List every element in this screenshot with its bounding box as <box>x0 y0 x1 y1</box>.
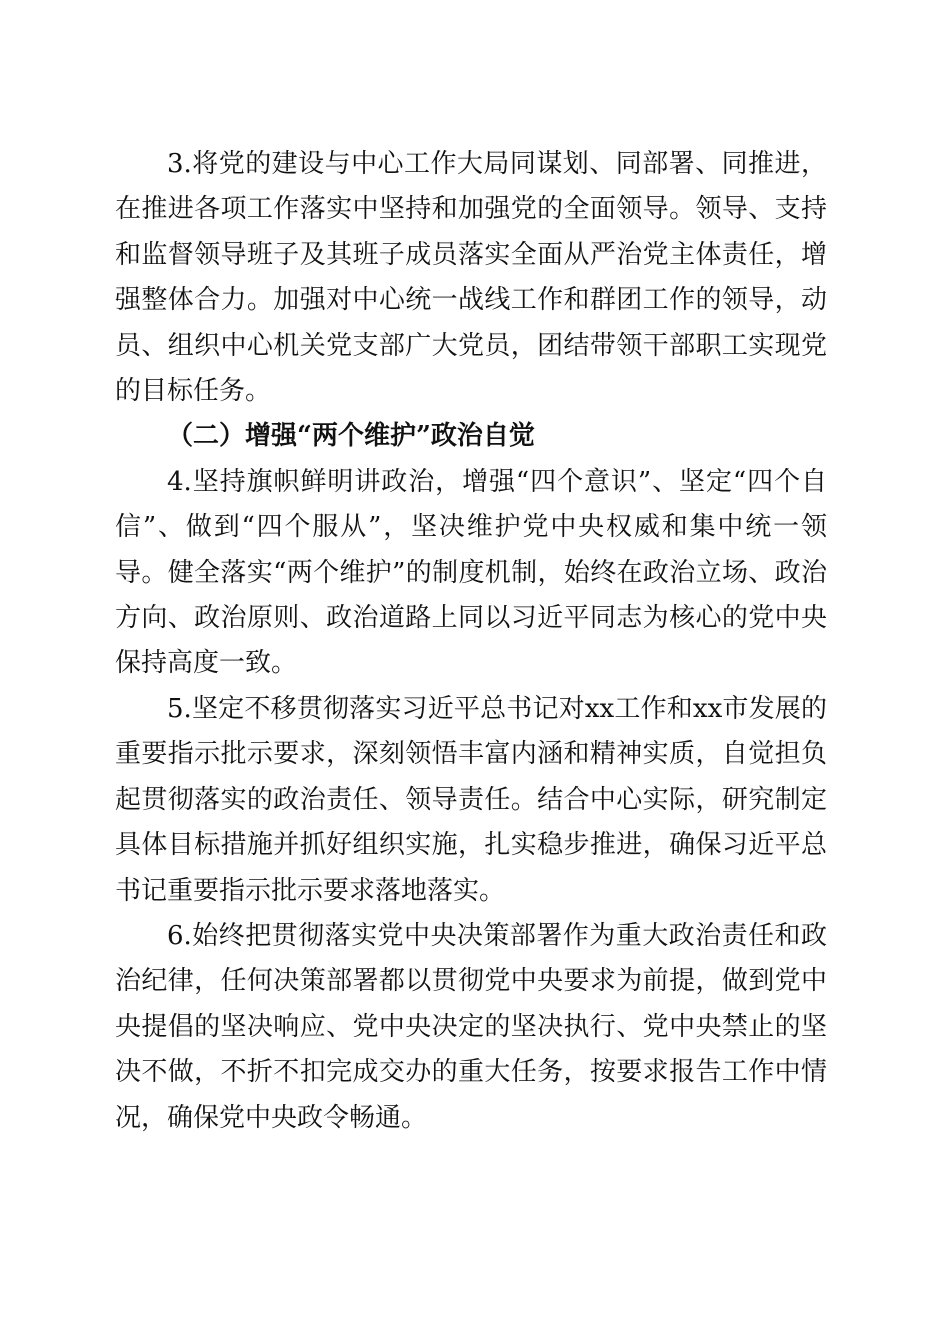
paragraph-item-6: 6.始终把贯彻落实党中央决策部署作为重大政治责任和政治纪律，任何决策部署都以贯彻党中央要求为前提，做到党中央提倡的坚决响应、党中央决定的坚决执行、党中央禁止的坚决不做，不折不扣完成交办的重大任务，按要求报告工作中情况，确保党中央政令畅通。 <box>115 920 827 1133</box>
paragraph-item-5: 5.坚定不移贯彻落实习近平总书记对xx工作和xx市发展的重要指示批示要求，深刻领悟丰富内涵和精神实质，自觉担负起贯彻落实的政治责任、领导责任。结合中心实际，研究制定具体目标措施并抓好组织实施，扎实稳步推进，确保习近平总书记重要指示批示要求落地落实。 <box>115 693 827 906</box>
paragraph-item-3: 3.将党的建设与中心工作大局同谋划、同部署、同推进，在推进各项工作落实中坚持和加强党的全面领导。领导、支持和监督领导班子及其班子成员落实全面从严治党主体责任，增强整体合力。加强对中心统一战线工作和群团工作的领导，动员、组织中心机关党支部广大党员，团结带领干部职工实现党的目标任务。 <box>115 149 827 407</box>
document-body <box>115 142 827 1141</box>
paragraph-item-4: 4.坚持旗帜鲜明讲政治，增强“四个意识”、坚定“四个自信”、做到“四个服从”，坚决维护党中央权威和集中统一领导。健全落实“两个维护”的制度机制，始终在政治立场、政治方向、政治原则、政治道路上同以习近平同志为核心的党中央保持高度一致。 <box>115 466 827 679</box>
section-heading-two: （二）增强“两个维护”政治自觉 <box>167 421 535 452</box>
